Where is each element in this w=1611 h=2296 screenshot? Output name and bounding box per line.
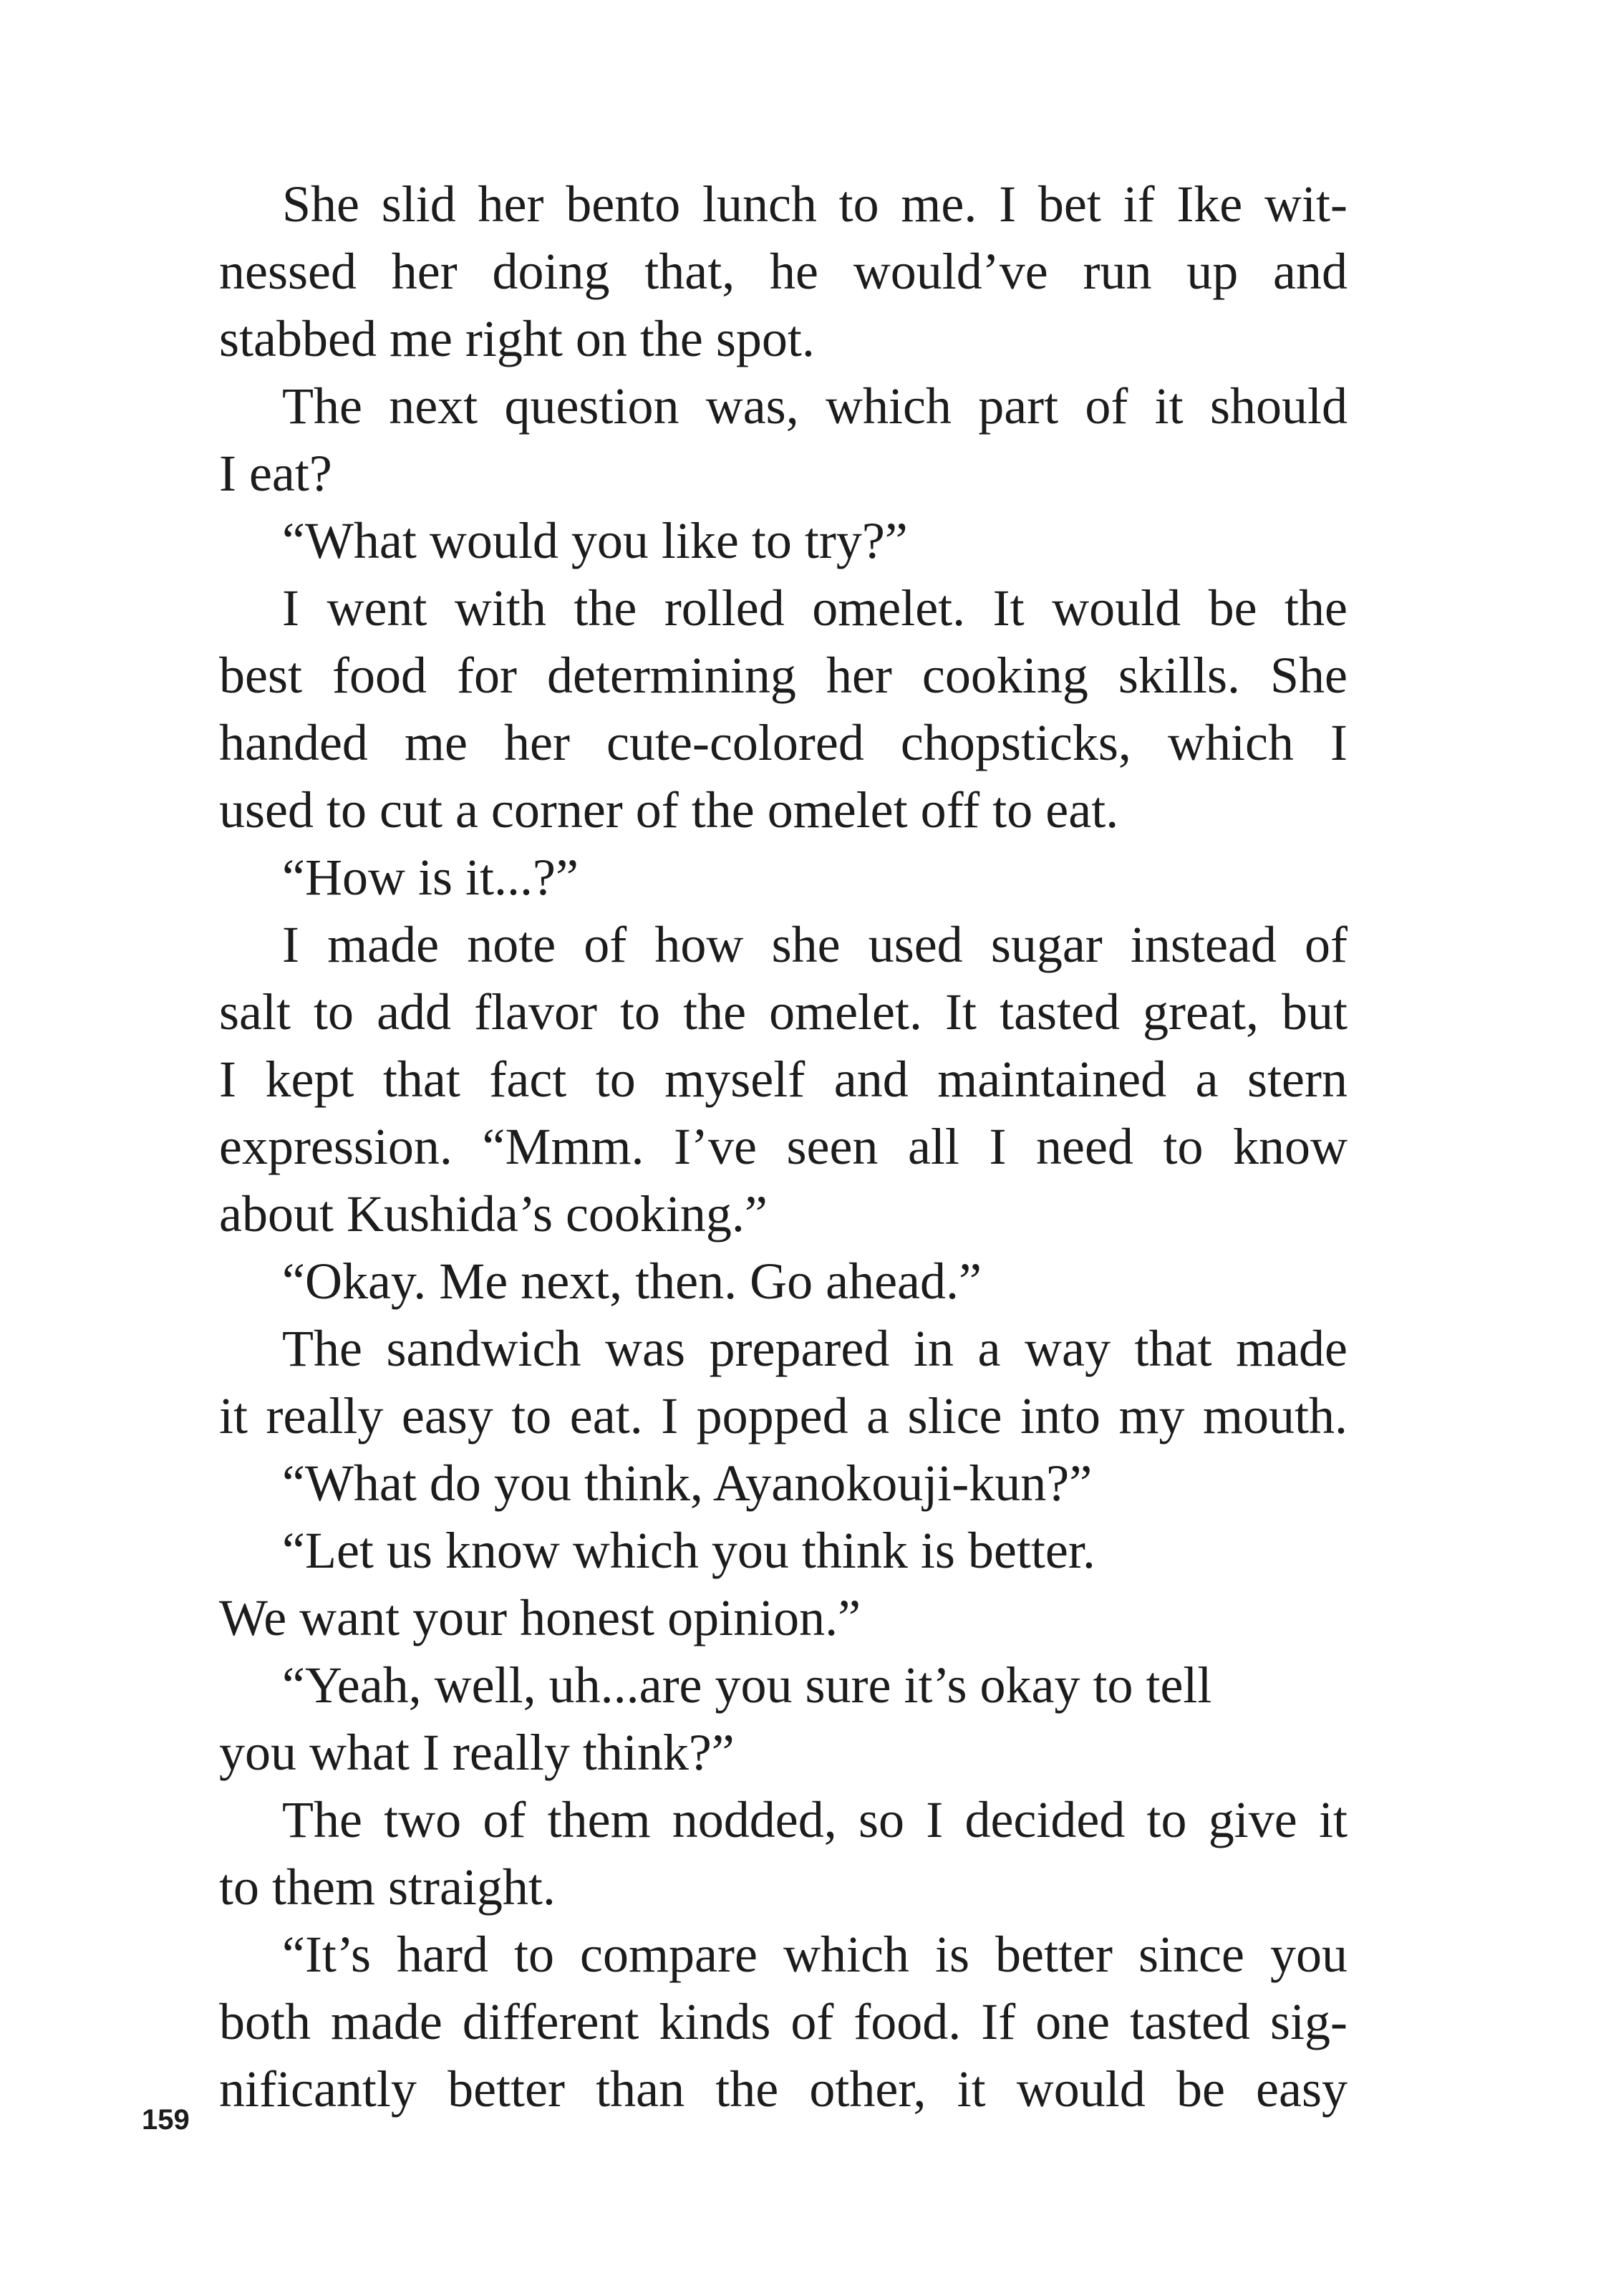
text-line: “Let us know which you think is better.	[282, 1522, 1095, 1579]
text-line: I kept that fact to myself and maintained a stern	[219, 1051, 1348, 1108]
text-line: I eat?	[219, 445, 332, 502]
text-line: “What do you think, Ayanokouji-kun?”	[282, 1455, 1093, 1512]
text-line: The sandwich was prepared in a way that made	[282, 1320, 1348, 1377]
text-line: both made different kinds of food. If one tasted sig-	[219, 1993, 1348, 2050]
text-line: “How is it...?”	[282, 849, 579, 906]
text-line: “What would you like to try?”	[282, 512, 908, 569]
text-line: “Okay. Me next, then. Go ahead.”	[282, 1253, 982, 1310]
text-line: best food for determining her cooking skills. She	[219, 647, 1348, 704]
text-line: “Yeah, well, uh...are you sure it’s okay to tell	[282, 1656, 1212, 1714]
text-line: “It’s hard to compare which is better since you	[282, 1926, 1348, 1983]
text-line: it really easy to eat. I popped a slice into my mouth.	[219, 1387, 1348, 1444]
text-line: to them straight.	[219, 1858, 556, 1916]
text-line: nessed her doing that, he would’ve run up and	[219, 243, 1348, 300]
text-line: The two of them nodded, so I decided to give it	[282, 1791, 1348, 1848]
text-line: used to cut a corner of the omelet off to eat.	[219, 781, 1119, 839]
page-number: 159	[142, 2104, 190, 2136]
body-text	[219, 170, 1348, 2123]
text-line: I went with the rolled omelet. It would be the	[282, 579, 1348, 637]
text-line: salt to add flavor to the omelet. It tasted great, but	[219, 983, 1348, 1041]
text-line: handed me her cute-colored chopsticks, which I	[219, 714, 1348, 771]
text-line: stabbed me right on the spot.	[219, 310, 815, 367]
text-line: about Kushida’s cooking.”	[219, 1185, 768, 1243]
text-line: The next question was, which part of it should	[282, 377, 1348, 435]
text-line: you what I really think?”	[219, 1724, 735, 1781]
text-line: I made note of how she used sugar instead of	[282, 916, 1348, 973]
text-line: nificantly better than the other, it would be easy	[219, 2060, 1348, 2118]
text-line: She slid her bento lunch to me. I bet if Ike wit-	[282, 175, 1348, 233]
text-line: We want your honest opinion.”	[219, 1589, 861, 1646]
text-line: expression. “Mmm. I’ve seen all I need to know	[219, 1118, 1348, 1175]
